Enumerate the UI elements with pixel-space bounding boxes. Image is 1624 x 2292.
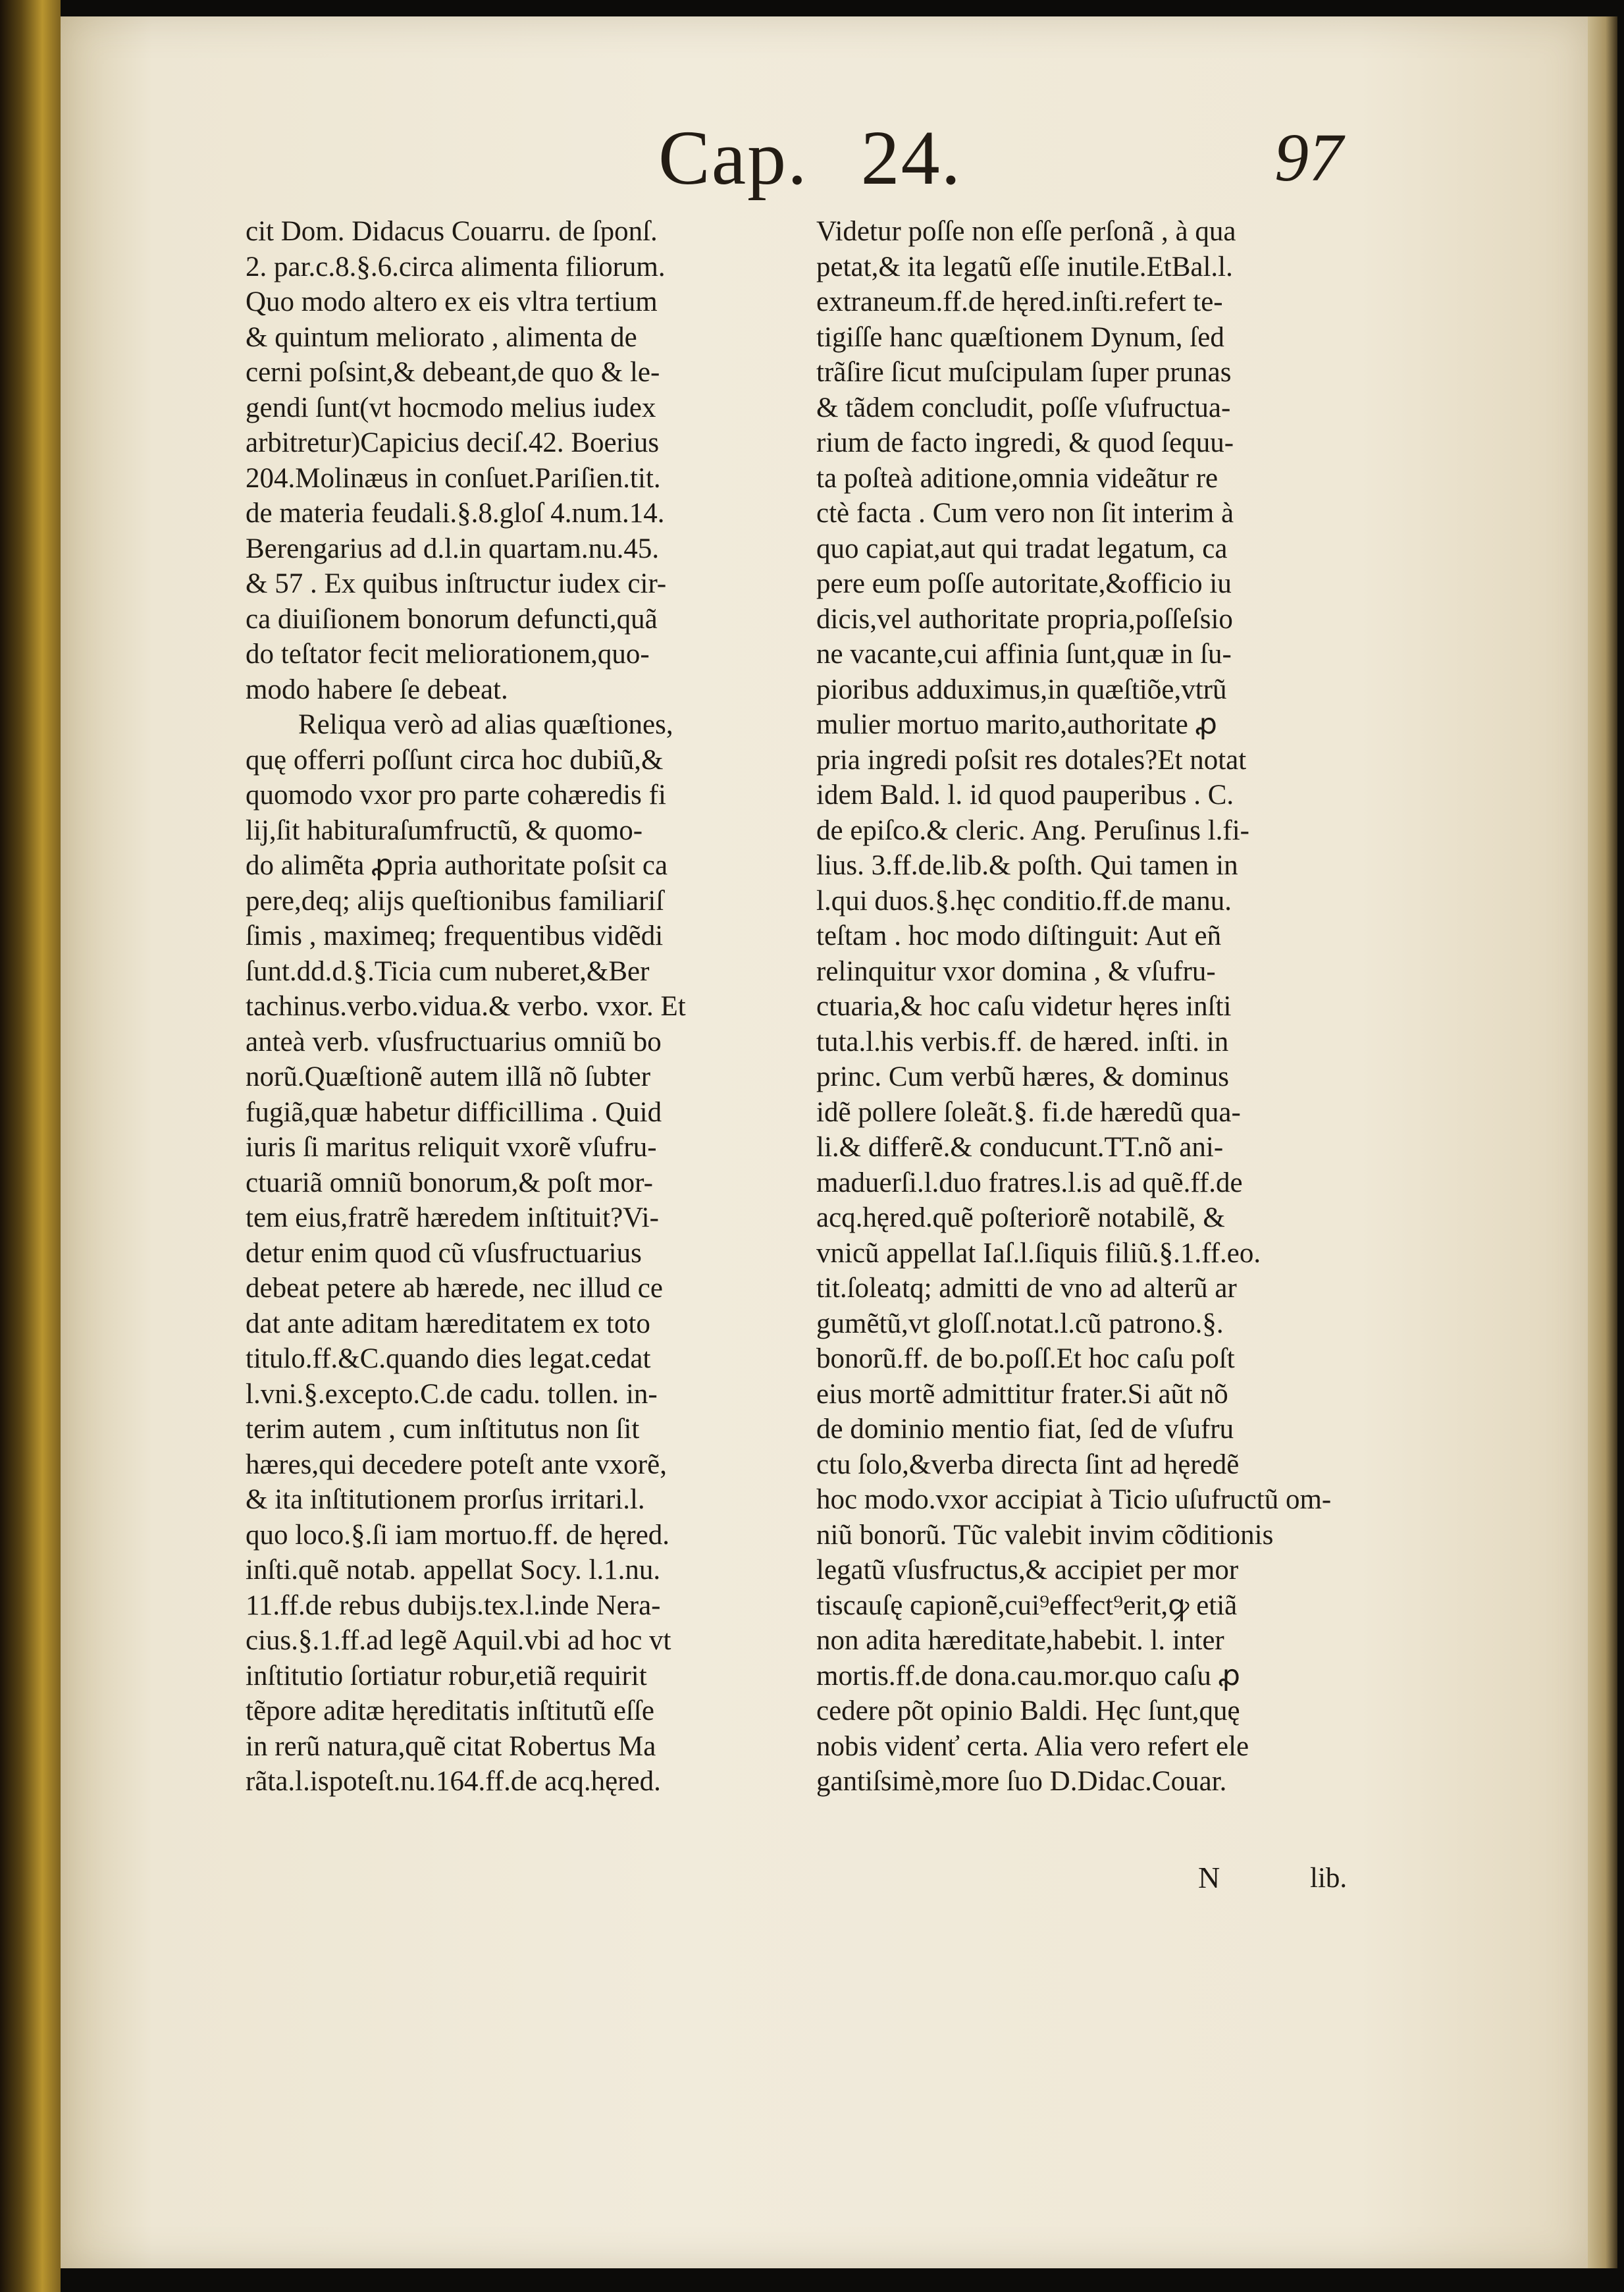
text-line: & quintum meliorato , alimenta de (246, 321, 637, 353)
text-line: gumẽtũ,vt gloſſ.notat.l.cũ patrono.§. (816, 1308, 1224, 1339)
text-line: non adita hæreditate,habebit. l. inter (816, 1625, 1224, 1656)
text-line: cius.§.1.ff.ad legẽ Aquil.vbi ad hoc vt (246, 1625, 671, 1656)
text-line: dicis,vel authoritate propria,poſſeſsio (816, 603, 1233, 635)
text-line: in rerũ natura,quẽ citat Robertus Ma (246, 1730, 656, 1762)
book-spine (0, 0, 61, 2292)
text-line: pioribus adduximus,in quæſtiõe,vtrũ (816, 674, 1227, 705)
text-line: tit.ſoleatq; admitti de vno ad alterũ ar (816, 1273, 1237, 1304)
text-line: ne vacante,cui affinia ſunt,quæ in ſu- (816, 639, 1232, 670)
catchword: lib. (1310, 1863, 1348, 1894)
text-line: lius. 3.ff.de.lib.& poſth. Qui tamen in (816, 850, 1238, 881)
text-line: rãta.l.ispoteſt.nu.164.ff.de acq.hęred. (246, 1766, 661, 1797)
text-line: quomodo vxor pro parte cohæredis fi (246, 780, 666, 811)
text-line: de materia feudali.§.8.gloſ 4.num.14. (246, 498, 665, 529)
text-line: arbitretur)Capicius deciſ.42. Boerius (246, 427, 660, 458)
text-line: norũ.Quæſtionẽ autem illã nõ ſubter (246, 1061, 651, 1092)
text-line: do alimẽta ꝓpria authoritate poſsit ca (246, 850, 668, 881)
text-line: mulier mortuo marito,authoritate ꝓ (816, 709, 1217, 740)
text-line: trãſire ſicut muſcipulam ſuper prunas (816, 357, 1232, 388)
text-line: tigiſſe hanc quæſtionem Dynum, ſed (816, 321, 1224, 353)
text-line: gendi ſunt(vt hocmodo melius iudex (246, 392, 656, 423)
text-line: eius mortẽ admittitur frater.Si aũt nõ (816, 1378, 1228, 1410)
text-line: cerni poſsint,& debeant,de quo & le- (246, 357, 660, 388)
text-line: do teſtator fecit meliorationem,quo- (246, 639, 650, 670)
text-line: niũ bonorũ. Tũc valebit invim cõditionis (816, 1519, 1274, 1551)
text-line: & tãdem concludit, poſſe vſufructua- (816, 392, 1231, 423)
text-line: dat ante aditam hæreditatem ex toto (246, 1308, 650, 1339)
text-line: tachinus.verbo.vidua.& verbo. vxor. Et (246, 991, 686, 1022)
text-line: inſti.quẽ notab. appellat Socy. l.1.nu. (246, 1555, 661, 1586)
text-line: anteà verb. vſusfructuarius omniũ bo (246, 1026, 662, 1057)
text-line: ſimis , maximeq; frequentibus vidẽdi (246, 920, 664, 951)
text-line: quę offerri poſſunt circa hoc dubiũ,& (246, 744, 664, 776)
running-head-label: Cap. (658, 115, 808, 201)
text-line: maduerſi.l.duo fratres.l.is ad quẽ.ff.de (816, 1167, 1243, 1198)
text-line: terim autem , cum inſtitutus non ſit (246, 1414, 640, 1445)
left-text-column (246, 214, 812, 1799)
text-line: idem Bald. l. id quod pauperibus . C. (816, 780, 1234, 811)
text-line: tem eius,fratrẽ hæredem inſtituit?Vi- (246, 1202, 659, 1233)
text-line: ctuariã omniũ bonorum,& poſt mor- (246, 1167, 653, 1198)
text-line: de epiſco.& cleric. Ang. Peruſinus l.fi- (816, 814, 1249, 846)
folio-number: 97 (1274, 120, 1343, 196)
text-line: tẽpore aditæ hęreditatis inſtitutũ eſſe (246, 1695, 654, 1726)
text-line: inſtitutio ſortiatur robur,etiã requirit (246, 1660, 647, 1692)
text-line: pere eum poſſe autoritate,&officio iu (816, 568, 1232, 599)
text-line: quo loco.§.ſi iam mortuo.ff. de hęred. (246, 1519, 670, 1551)
text-line: gantiſsimè,more ſuo D.Didac.Couar. (816, 1766, 1227, 1797)
text-line: & 57 . Ex quibus inſtructur iudex cir- (246, 568, 667, 599)
page-edge (1588, 16, 1617, 2268)
text-line: bonorũ.ff. de bo.poſſ.Et hoc caſu poſt (816, 1343, 1235, 1374)
text-line: princ. Cum verbũ hæres, & dominus (816, 1061, 1230, 1092)
text-line: extraneum.ff.de hęred.inſti.refert te- (816, 286, 1223, 317)
text-line: idẽ pollere ſoleãt.§. fi.de hæredũ qua- (816, 1096, 1241, 1128)
text-line: legatũ vſusfructus,& accipiet per mor (816, 1555, 1239, 1586)
text-line: li.& differẽ.& conducunt.TT.nõ ani- (816, 1132, 1224, 1163)
right-text-column (816, 214, 1382, 1799)
text-line: nobis videnť certa. Alia vero refert ele (816, 1730, 1249, 1762)
text-line: ctu ſolo,&verba directa ſint ad hęredẽ (816, 1449, 1240, 1480)
text-line: ctè facta . Cum vero non ſit interim à (816, 498, 1234, 529)
chapter-number: 24. (860, 115, 962, 201)
text-line: tiscauſę capionẽ,cui⁹effect⁹erit,ꝙ etiã (816, 1589, 1238, 1621)
text-line: Videtur poſſe non eſſe perſonã , à qua (816, 216, 1236, 247)
text-line: lij,ſit habituraſumfructũ, & quomo- (246, 814, 643, 846)
text-line: pria ingredi poſsit res dotales?Et notat (816, 744, 1247, 776)
text-line: ſunt.dd.d.§.Ticia cum nuberet,&Ber (246, 955, 650, 987)
text-line: rium de facto ingredi, & quod ſequu- (816, 427, 1234, 458)
running-head (658, 115, 962, 201)
text-line: detur enim quod cũ vſusfructuarius (246, 1237, 642, 1269)
text-line: ta poſteà aditione,omnia videãtur re (816, 462, 1218, 494)
text-line: pere,deq; alijs queſtionibus familiariſ (246, 885, 664, 917)
page-header (658, 115, 1343, 201)
text-line: teſtam . hoc modo diſtinguit: Aut eñ (816, 920, 1222, 951)
text-line: petat,& ita legatũ eſſe inutile.EtBal.l. (816, 251, 1233, 282)
text-line: Berengarius ad d.l.in quartam.nu.45. (246, 533, 660, 564)
text-line: l.vni.§.excepto.C.de cadu. tollen. in- (246, 1378, 658, 1410)
text-line: cedere põt opinio Baldi. Hęc ſunt,quę (816, 1695, 1240, 1726)
text-line: 2. par.c.8.§.6.circa alimenta filiorum. (246, 251, 666, 282)
text-line: de dominio mentio fiat, ſed de vſufru (816, 1414, 1234, 1445)
text-line: debeat petere ab hærede, nec illud ce (246, 1273, 663, 1304)
text-line: titulo.ff.&C.quando dies legat.cedat (246, 1343, 651, 1374)
text-line: ctuaria,& hoc caſu videtur hęres inſti (816, 991, 1232, 1022)
text-line: hæres,qui decedere poteſt ante vxorẽ, (246, 1449, 667, 1480)
text-line: ca diuiſionem bonorum defuncti,quã (246, 603, 658, 635)
text-line: 204.Molinæus in conſuet.Pariſien.tit. (246, 462, 661, 494)
text-line: 11.ff.de rebus dubijs.tex.l.inde Nera- (246, 1589, 661, 1621)
text-line: cit Dom. Didacus Couarru. de ſponſ. (246, 216, 658, 247)
text-line: acq.hęred.quẽ poſteriorẽ notabilẽ, & (816, 1202, 1225, 1233)
text-line: hoc modo.vxor accipiat à Ticio uſufructũ om- (816, 1484, 1332, 1515)
text-line: & ita inſtitutionem prorſus irritari.l. (246, 1484, 645, 1515)
text-line: tuta.l.his verbis.ff. de hæred. inſti. in (816, 1026, 1229, 1057)
text-line: vnicũ appellat Iaſ.l.ſiquis filiũ.§.1.ff.eo. (816, 1237, 1261, 1269)
text-line: fugiã,quæ habetur difficillima . Quid (246, 1096, 662, 1128)
text-line: Quo modo altero ex eis vltra tertium (246, 286, 658, 317)
signature-mark: N (1198, 1861, 1220, 1894)
text-line: l.qui duos.§.hęc conditio.ff.de manu. (816, 885, 1232, 917)
text-line: quo capiat,aut qui tradat legatum, ca (816, 533, 1228, 564)
text-line: relinquitur vxor domina , & vſufru- (816, 955, 1216, 987)
text-line: iuris ſi maritus reliquit vxorẽ vſufru- (246, 1132, 657, 1163)
text-line: Reliqua verò ad alias quæſtiones, (298, 709, 673, 740)
text-line: mortis.ff.de dona.cau.mor.quo caſu ꝓ (816, 1660, 1240, 1692)
text-line: modo habere ſe debeat. (246, 674, 508, 705)
